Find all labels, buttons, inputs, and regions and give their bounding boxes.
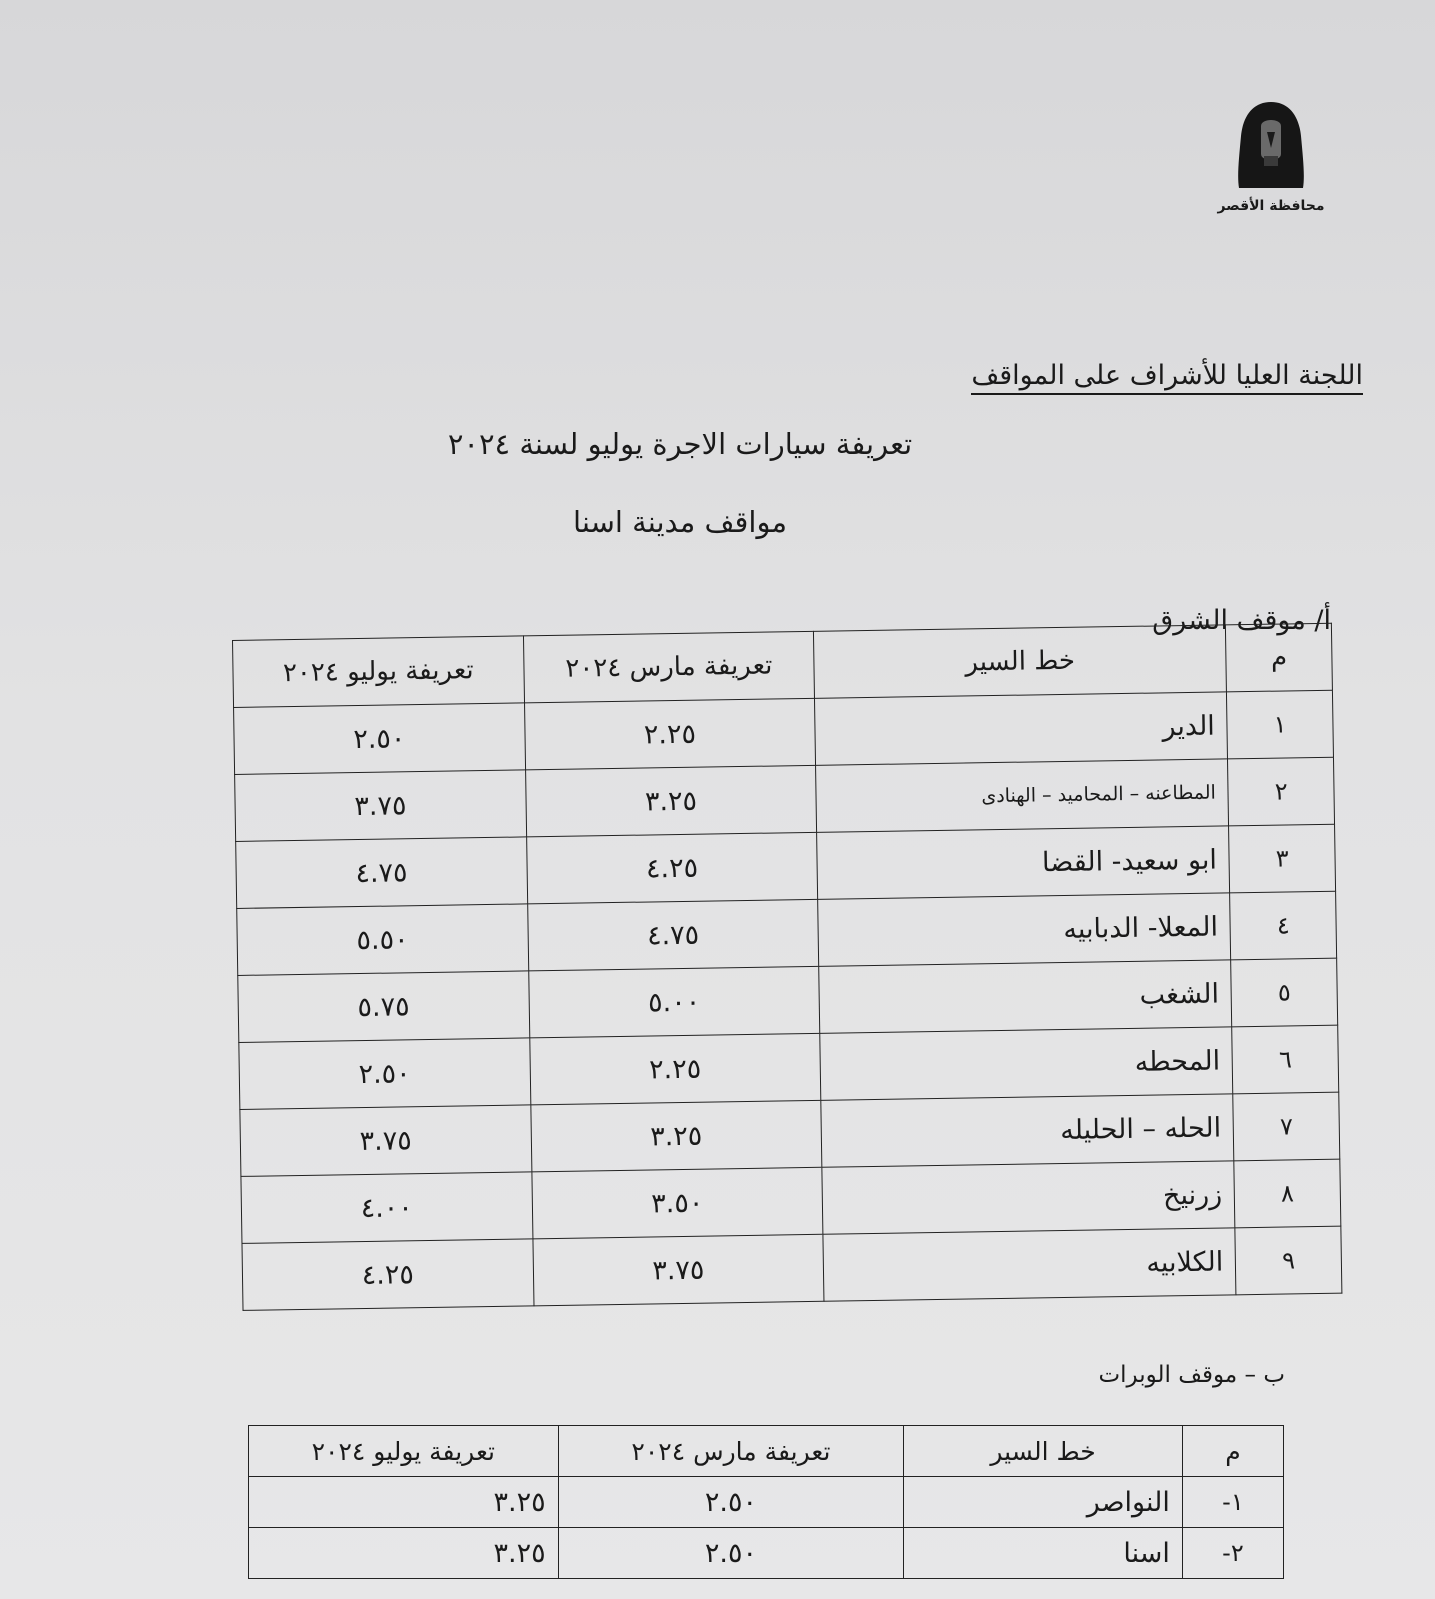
route-cell: النواصر	[904, 1477, 1183, 1528]
section-a-heading: أ/ موقف الشرق	[1152, 605, 1331, 636]
column-header-num: م	[1226, 623, 1333, 692]
row-number: ٧	[1233, 1092, 1340, 1161]
logo-caption: محافظة الأقصر	[1217, 198, 1325, 214]
row-number: ١-	[1182, 1477, 1283, 1528]
march-fare-cell: ٢.٥٠	[558, 1528, 904, 1579]
route-cell: الشغب	[819, 960, 1232, 1033]
march-fare-cell: ٥.٠٠	[528, 966, 820, 1038]
column-header-route: خط السير	[814, 625, 1227, 698]
route-cell: الحله – الحليله	[821, 1094, 1234, 1167]
march-fare-cell: ٢.٢٥	[529, 1033, 821, 1105]
row-number: ٢	[1228, 757, 1335, 826]
wabarat-station-fare-table	[248, 1425, 1284, 1579]
march-fare-cell: ٤.٧٥	[527, 899, 819, 971]
route-cell: المحطه	[820, 1027, 1233, 1100]
route-cell: ابو سعيد- القضا	[817, 826, 1230, 899]
document-subtitle: مواقف مدينة اسنا	[573, 505, 787, 539]
route-cell: زرنيخ	[822, 1161, 1235, 1234]
row-number: ٤	[1230, 891, 1337, 960]
july-fare-cell: ٣.٢٥	[249, 1477, 559, 1528]
july-fare-cell: ٣.٧٥	[235, 770, 527, 842]
column-header-route: خط السير	[904, 1426, 1183, 1477]
row-number: ٥	[1231, 958, 1338, 1027]
july-fare-cell: ٣.٧٥	[240, 1105, 532, 1177]
column-header-july: تعريفة يوليو ٢٠٢٤	[249, 1426, 559, 1477]
july-fare-cell: ٤.٢٥	[242, 1239, 534, 1311]
column-header-num: م	[1182, 1426, 1283, 1477]
march-fare-cell: ٤.٢٥	[526, 832, 818, 904]
march-fare-cell: ٣.٢٥	[530, 1100, 822, 1172]
march-fare-cell: ٣.٢٥	[525, 765, 817, 837]
july-fare-cell: ٤.٠٠	[241, 1172, 533, 1244]
column-header-july: تعريفة يوليو ٢٠٢٤	[233, 636, 525, 708]
row-number: ٩	[1235, 1226, 1342, 1295]
route-cell: المعلا- الدبابيه	[818, 893, 1231, 966]
july-fare-cell: ٤.٧٥	[236, 837, 528, 909]
july-fare-cell: ٥.٧٥	[238, 971, 530, 1043]
route-cell: الكلابيه	[823, 1228, 1236, 1301]
east-station-fare-table	[232, 623, 1342, 1311]
table-row	[249, 1477, 1284, 1528]
march-fare-cell: ٢.٢٥	[524, 698, 816, 770]
governorate-logo	[1196, 96, 1346, 246]
july-fare-cell: ٥.٥٠	[237, 904, 529, 976]
route-cell: المطاعنه – المحاميد – الهنادى	[816, 759, 1229, 832]
row-number: ٦	[1232, 1025, 1339, 1094]
row-number: ٣	[1229, 824, 1336, 893]
section-b-heading: ب – موقف الوبرات	[1098, 1362, 1285, 1388]
march-fare-cell: ٢.٥٠	[558, 1477, 904, 1528]
july-fare-cell: ٢.٥٠	[234, 703, 526, 775]
table-header-row	[249, 1426, 1284, 1477]
committee-heading: اللجنة العليا للأشراف على المواقف	[971, 360, 1363, 395]
march-fare-cell: ٣.٧٥	[533, 1234, 825, 1306]
july-fare-cell: ٢.٥٠	[239, 1038, 531, 1110]
route-cell: الدير	[815, 692, 1228, 765]
table-row	[249, 1528, 1284, 1579]
pharaoh-mask-icon	[1231, 96, 1311, 196]
route-cell: اسنا	[904, 1528, 1183, 1579]
march-fare-cell: ٣.٥٠	[532, 1167, 824, 1239]
july-fare-cell: ٣.٢٥	[249, 1528, 559, 1579]
document-title: تعريفة سيارات الاجرة يوليو لسنة ٢٠٢٤	[447, 427, 913, 461]
column-header-march: تعريفة مارس ٢٠٢٤	[523, 631, 815, 703]
row-number: ٨	[1234, 1159, 1341, 1228]
row-number: ٢-	[1182, 1528, 1283, 1579]
column-header-march: تعريفة مارس ٢٠٢٤	[558, 1426, 904, 1477]
row-number: ١	[1227, 690, 1334, 759]
